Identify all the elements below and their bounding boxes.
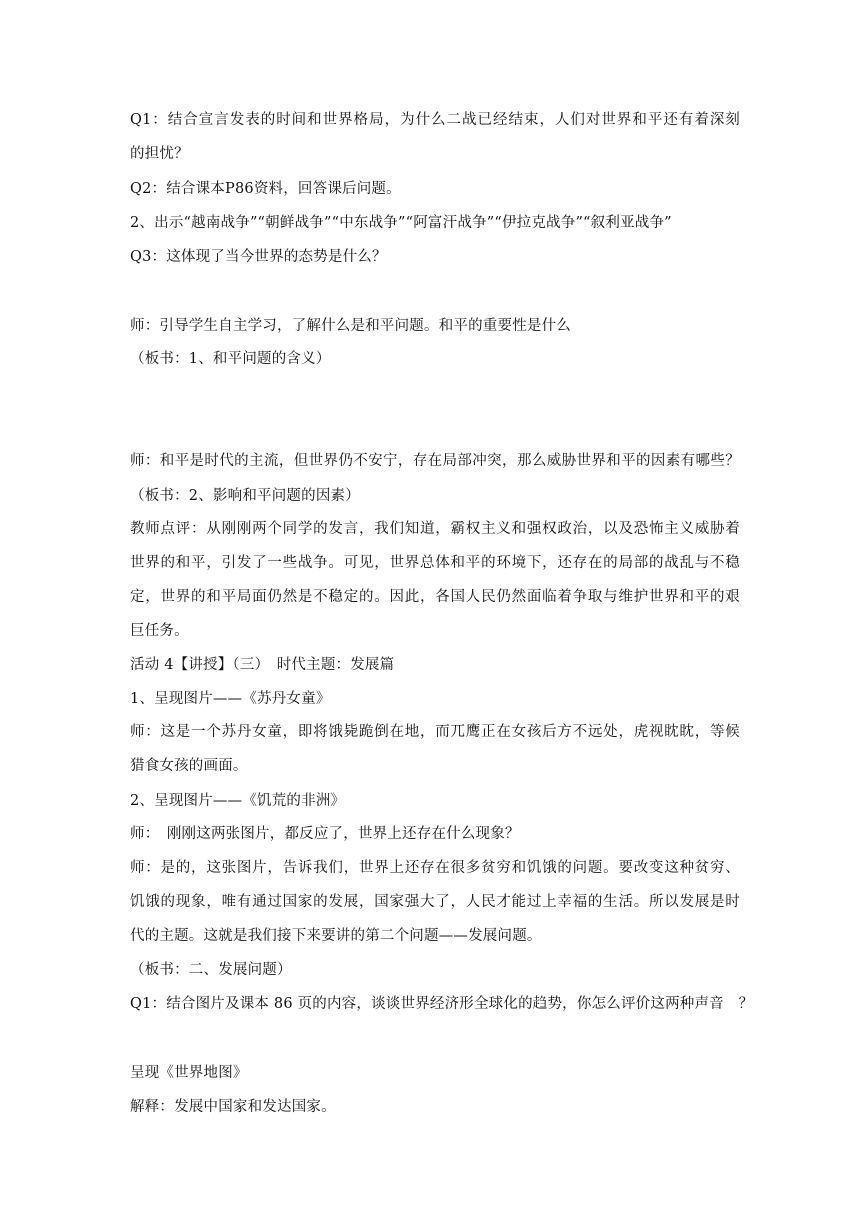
text-line: 师：和平是时代的主流，但世界仍不安宁，存在局部冲突，那么威胁世界和平的因素有哪些？ (130, 453, 740, 469)
text-line: 解释：发展中国家和发达国家。 (130, 1099, 336, 1115)
section-heading: 活动 4【讲授】（三） 时代主题：发展篇 (130, 657, 395, 673)
text-line: 巨任务。 (130, 623, 189, 639)
text-line: 定，世界的和平局面仍然是不稳定的。因此，各国人民仍然面临着争取与维护世界和平的艰 (130, 589, 740, 605)
text-line: Q3：这体现了当今世界的态势是什么？ (130, 249, 387, 265)
text-line: 师：这是一个苏丹女童，即将饿毙跪倒在地，而兀鹰正在女孩后方不远处，虎视眈眈，等候 (130, 724, 740, 740)
text-line: 教师点评：从刚刚两个同学的发言，我们知道，霸权主义和强权政治，以及恐怖主义威胁着 (130, 521, 740, 537)
text-line: 2、出示“越南战争”“朝鲜战争”“中东战争”“阿富汗战争”“伊拉克战争”“叙利亚战争” (130, 215, 672, 231)
text-line: 师： 刚刚这两张图片，都反应了，世界上还存在什么现象？ (130, 826, 520, 842)
text-line: 的担忧？ (130, 146, 189, 162)
text-line: 2、呈现图片——《饥荒的非洲》 (130, 793, 346, 809)
text-line: Q1：结合宣言发表的时间和世界格局，为什么二战已经结束，人们对世界和平还有着深刻 (130, 112, 740, 128)
text-line: 猎食女孩的画面。 (130, 758, 248, 774)
text-line: Q2：结合课本P86资料，回答课后问题。 (130, 181, 401, 197)
text-line: 呈现《世界地图》 (130, 1065, 248, 1081)
board-note: （板书：二、发展问题） (130, 962, 292, 978)
board-note: （板书：2、影响和平问题的因素） (130, 488, 360, 504)
text-line: 1、呈现图片——《苏丹女童》 (130, 691, 331, 707)
text-line: 代的主题。这就是我们接下来要讲的第二个问题——发展问题。 (130, 928, 542, 944)
text-line: Q1：结合图片及课本 86 页的内容，谈谈世界经济形全球化的趋势，你怎么评价这两种声音 ？ (130, 996, 754, 1012)
text-line: 世界的和平，引发了一些战争。可见，世界总体和平的环境下，还存在的局部的战乱与不稳 (130, 555, 740, 571)
text-line: 饥饿的现象，唯有通过国家的发展，国家强大了，人民才能过上幸福的生活。所以发展是时 (130, 894, 740, 910)
text-line: 师：是的，这张图片，告诉我们，世界上还存在很多贫穷和饥饿的问题。要改变这种贫穷、 (130, 860, 740, 876)
board-note: （板书：1、和平问题的含义） (130, 351, 331, 367)
text-line: 师：引导学生自主学习，了解什么是和平问题。和平的重要性是什么 (130, 318, 571, 334)
